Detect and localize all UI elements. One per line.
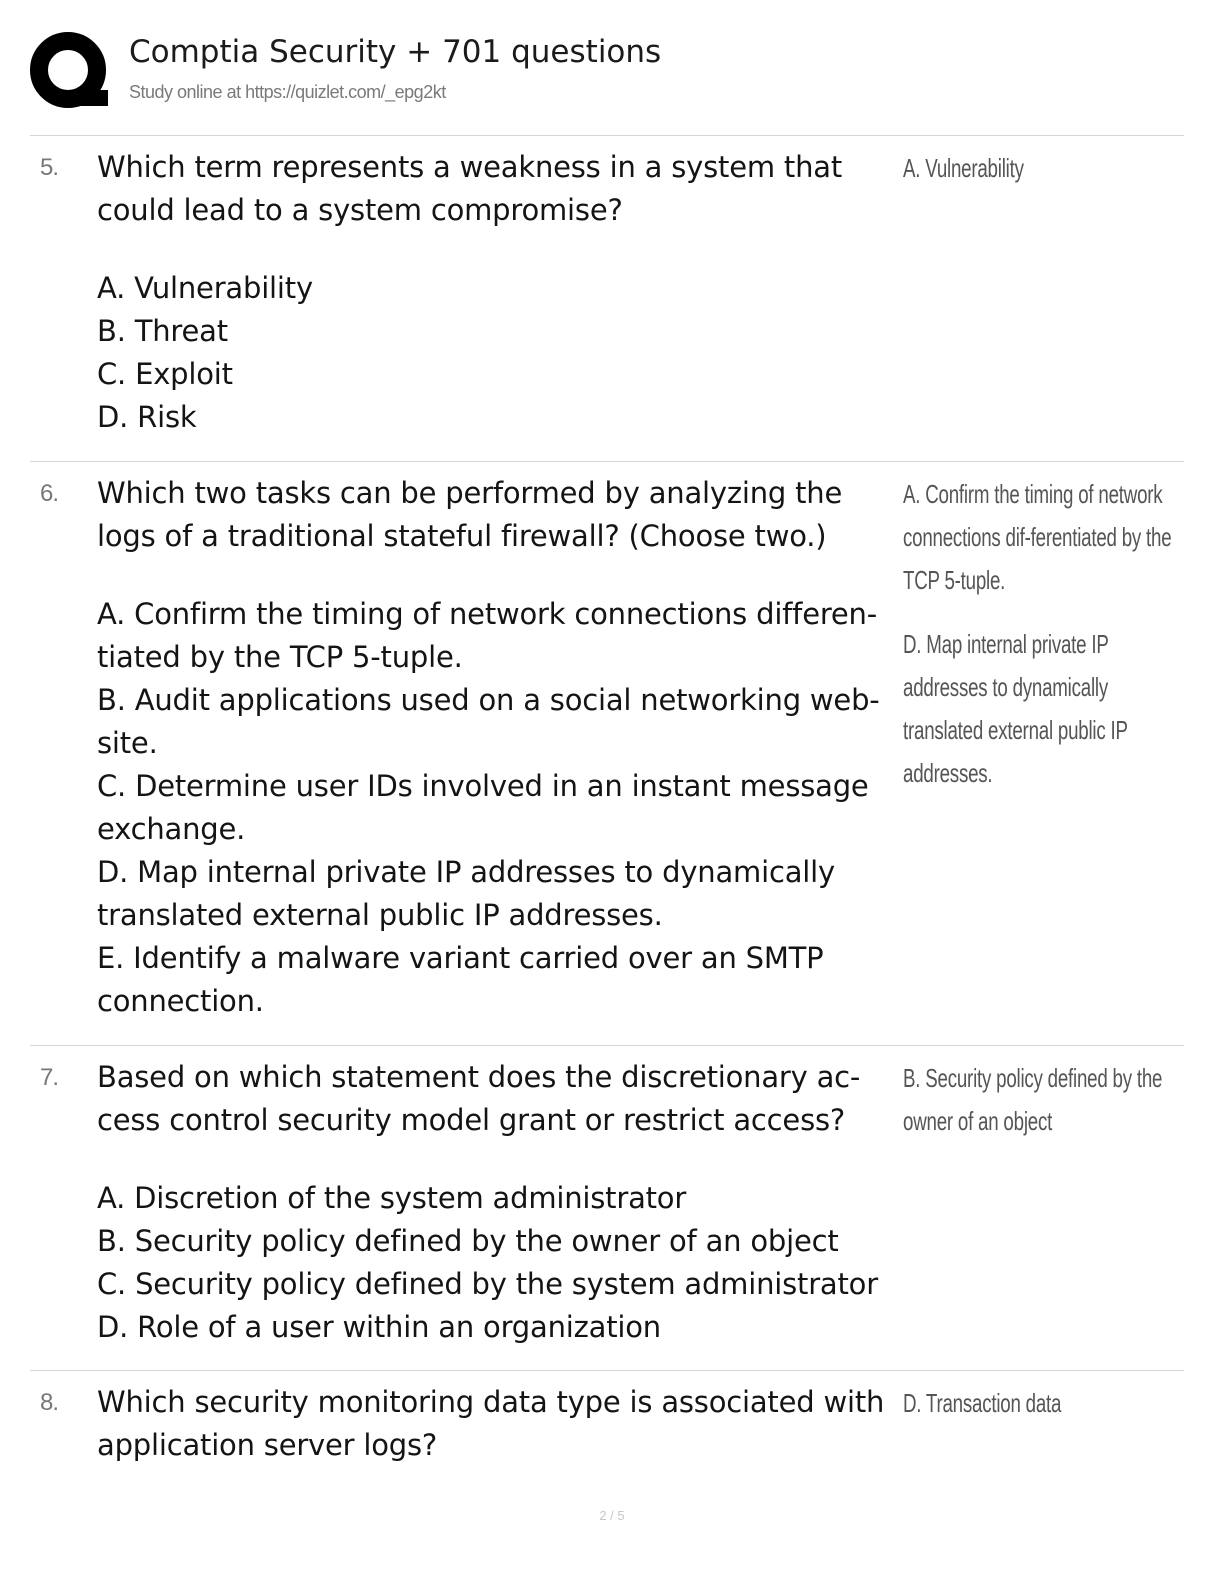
divider: [30, 135, 1184, 136]
question-text: Which security monitoring data type is associated with application server logs?: [97, 1385, 885, 1462]
option-item: C. Exploit: [97, 357, 233, 391]
question-body: [97, 1056, 902, 1349]
answer-text: [903, 147, 1184, 190]
option-list: [97, 267, 902, 439]
page-number: 2 / 5: [599, 1508, 625, 1523]
option-item: A. Vulnerability: [97, 271, 313, 305]
answer-text: [903, 473, 1184, 795]
question-number: 8.: [40, 1389, 59, 1416]
question-text: Which term represents a weakness in a system that could lead to a system compromise?: [97, 150, 843, 227]
answer-text: [903, 1382, 1184, 1425]
option-item: B. Audit applications used on a social networking web-site.: [97, 683, 880, 760]
option-list: [97, 1177, 902, 1349]
option-item: C. Security policy defined by the system administrator: [97, 1267, 878, 1301]
quizlet-logo-icon: [30, 32, 110, 112]
question-body: [97, 146, 902, 439]
study-online-link[interactable]: Study online at https://quizlet.com/_epg2kt: [129, 82, 446, 102]
answer-item: D. Transaction data: [903, 1388, 1062, 1418]
option-item: C. Determine user IDs involved in an instant message exchange.: [97, 769, 869, 846]
option-item: B. Threat: [97, 314, 228, 348]
question-text: Which two tasks can be performed by analyzing the logs of a traditional stateful firewall? (Choose two.): [97, 476, 843, 553]
question-number: 6.: [40, 480, 59, 507]
option-list: [97, 593, 902, 1023]
question-body: [97, 1381, 902, 1467]
option-item: D. Risk: [97, 400, 197, 434]
question-body: [97, 472, 902, 1023]
document-title: Comptia Security + 701 questions: [129, 34, 662, 70]
option-item: D. Role of a user within an organization: [97, 1310, 661, 1344]
divider: [30, 1370, 1184, 1371]
option-item: E. Identify a malware variant carried over an SMTP connection.: [97, 941, 824, 1018]
question-number: 7.: [40, 1064, 59, 1091]
option-item: B. Security policy defined by the owner of an object: [97, 1224, 839, 1258]
answer-item: D. Map internal private IP addresses to dynamically translated external public IP addresses.: [903, 629, 1128, 788]
answer-item: A. Confirm the timing of network connections dif-ferentiated by the TCP 5-tuple.: [903, 479, 1172, 595]
question-text: Based on which statement does the discretionary ac-cess control security model grant or restrict access?: [97, 1060, 861, 1137]
answer-item: B. Security policy defined by the owner of an object: [903, 1063, 1163, 1136]
option-item: A. Discretion of the system administrator: [97, 1181, 687, 1215]
answer-text: [903, 1057, 1184, 1143]
divider: [30, 461, 1184, 462]
option-item: D. Map internal private IP addresses to dynamically translated external public IP addresses.: [97, 855, 835, 932]
question-number: 5.: [40, 154, 59, 181]
divider: [30, 1045, 1184, 1046]
document-header: [30, 28, 1184, 114]
answer-item: A. Vulnerability: [903, 153, 1024, 183]
option-item: A. Confirm the timing of network connections differen-tiated by the TCP 5-tuple.: [97, 597, 878, 674]
